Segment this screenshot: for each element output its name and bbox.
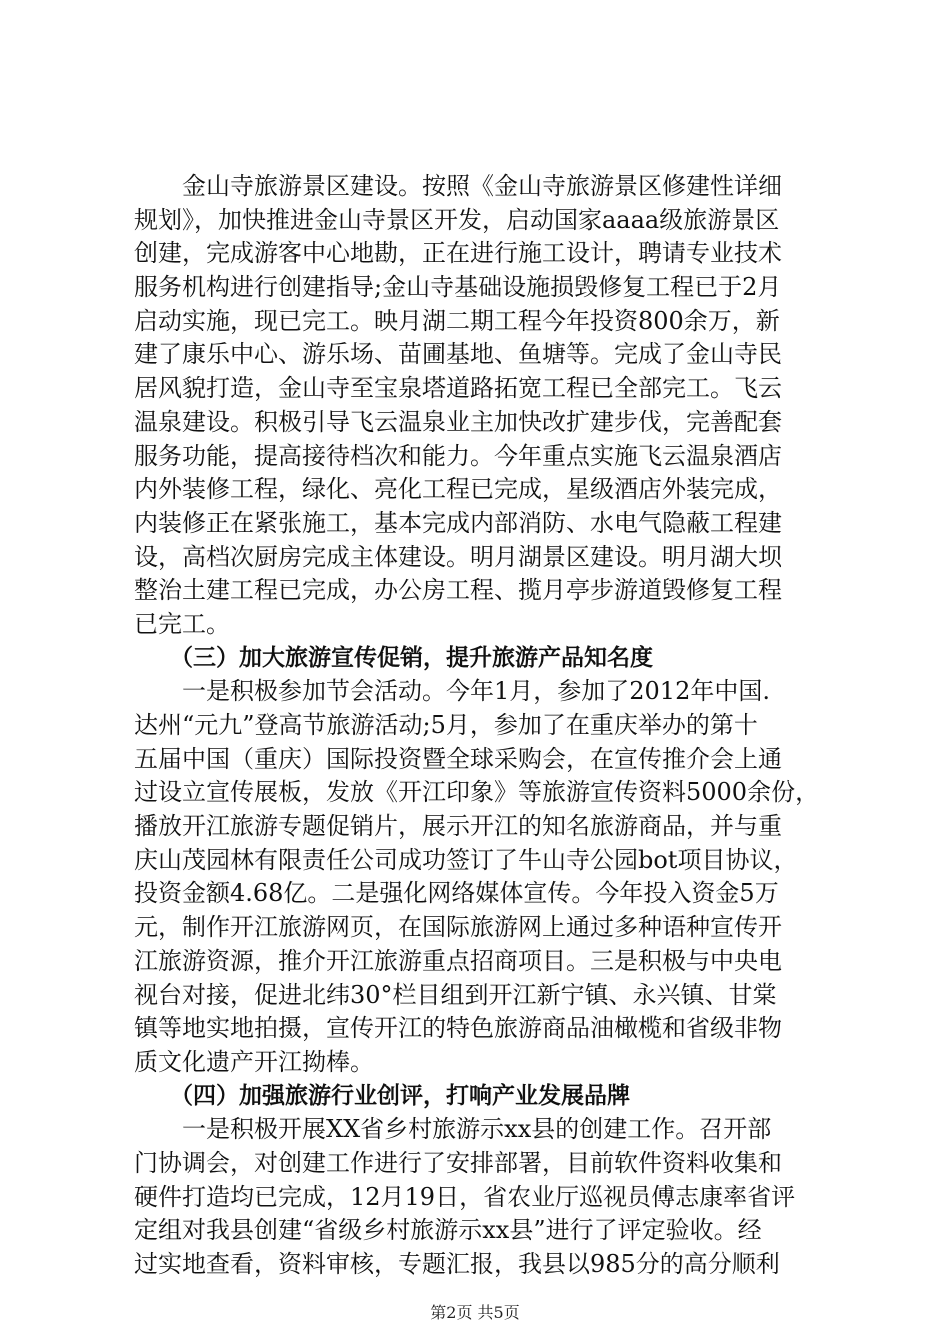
text-line: 居风貌打造，金山寺至宝泉塔道路拓宽工程已全部完工。飞云 <box>134 374 782 403</box>
text-line: 规划》，加快推进金山寺景区开发，启动国家aaaa级旅游景区 <box>134 205 780 234</box>
text-line: 定组对我县创建“省级乡村旅游示xx县”进行了评定验收。经 <box>134 1216 762 1245</box>
text-line: 金山寺旅游景区建设。按照《金山寺旅游景区修建性详细 <box>182 172 782 200</box>
text-line: 达州“元九”登高节旅游活动;5月，参加了在重庆举办的第十 <box>134 711 758 739</box>
text-line: 质文化遗产开江拗棒。 <box>134 1047 374 1076</box>
section-heading: （三）加大旅游宣传促销，提升旅游产品知名度 <box>170 644 653 671</box>
text-line: 视台对接，促进北纬30°栏目组到开江新宁镇、永兴镇、甘棠 <box>134 980 777 1009</box>
text-line: 门协调会，对创建工作进行了安排部署，目前软件资料收集和 <box>134 1148 782 1177</box>
text-line: 元，制作开江旅游网页，在国际旅游网上通过多种语种宣传开 <box>134 913 782 942</box>
text-line: 内外装修工程，绿化、亮化工程已完成，星级酒店外装完成， <box>134 475 782 504</box>
text-line: 启动实施，现已完工。映月湖二期工程今年投资800余万，新 <box>134 306 780 335</box>
text-line: 镇等地实地拍摄，宣传开江的特色旅游商品油橄榄和省级非物 <box>134 1014 782 1043</box>
text-line: 硬件打造均已完成，12月19日，省农业厅巡视员傅志康率省评 <box>134 1182 796 1211</box>
text-line: 温泉建设。积极引导飞云温泉业主加快改扩建步伐，完善配套 <box>134 407 782 436</box>
text-line: 过设立宣传展板，发放《开江印象》等旅游宣传资料5000余份， <box>134 778 820 807</box>
text-line: 创建，完成游客中心地勘，正在进行施工设计，聘请专业技术 <box>134 239 782 268</box>
text-line: 一是积极开展XX省乡村旅游示xx县的创建工作。召开部 <box>182 1115 772 1144</box>
text-line: 服务功能，提高接待档次和能力。今年重点实施飞云温泉酒店 <box>134 441 782 470</box>
text-line: 内装修正在紧张施工，基本完成内部消防、水电气隐蔽工程建 <box>134 508 782 537</box>
text-line: 建了康乐中心、游乐场、苗圃基地、鱼塘等。完成了金山寺民 <box>134 340 782 369</box>
text-line: 庆山茂园林有限责任公司成功签订了牛山寺公园bot项目协议， <box>134 845 798 874</box>
section-heading: （四）加强旅游行业创评，打响产业发展品牌 <box>170 1082 630 1109</box>
text-line: 服务机构进行创建指导;金山寺基础设施损毁修复工程已于2月 <box>134 273 782 302</box>
page-footer: 第2页 共5页 <box>430 1303 520 1322</box>
text-line: 过实地查看，资料审核，专题汇报，我县以985分的高分顺利 <box>134 1250 780 1278</box>
document-body <box>134 170 834 1282</box>
text-line: 设，高档次厨房完成主体建设。明月湖景区建设。明月湖大坝 <box>134 542 782 571</box>
text-line: 播放开江旅游专题促销片，展示开江的知名旅游商品，并与重 <box>134 812 782 841</box>
text-line: 已完工。 <box>134 609 230 638</box>
text-line: 五届中国（重庆）国际投资暨全球采购会，在宣传推介会上通 <box>134 744 782 773</box>
text-line: 一是积极参加节会活动。今年1月，参加了2012年中国. <box>182 677 770 706</box>
text-line: 投资金额4.68亿。二是强化网络媒体宣传。今年投入资金5万 <box>134 879 779 908</box>
text-line: 江旅游资源，推介开江旅游重点招商项目。三是积极与中央电 <box>134 946 782 975</box>
text-line: 整治土建工程已完成，办公房工程、揽月亭步游道毁修复工程 <box>134 576 782 605</box>
